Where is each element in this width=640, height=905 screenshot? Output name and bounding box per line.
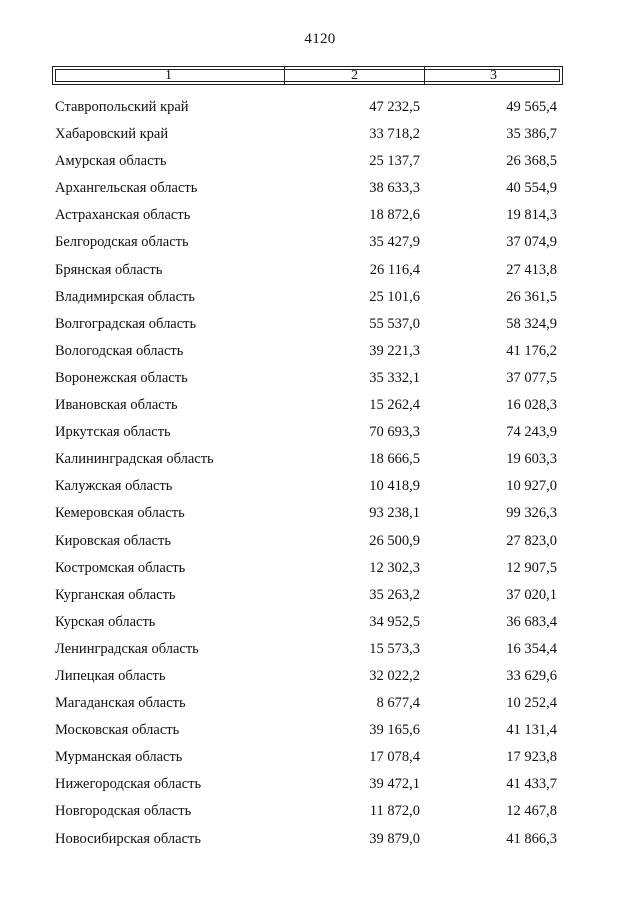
region-name: Ивановская область: [55, 397, 178, 414]
value-column-3: 12 467,8: [506, 803, 557, 820]
table-row: [0, 230, 640, 257]
value-column-2: 26 500,9: [369, 532, 420, 549]
region-name: Костромская область: [55, 559, 186, 576]
table-row: [0, 149, 640, 176]
value-column-2: 26 116,4: [369, 261, 420, 278]
table-row: [0, 420, 640, 447]
table-row: [0, 637, 640, 664]
table-row: [0, 501, 640, 528]
value-column-2: 39 165,6: [369, 722, 420, 739]
region-name: Магаданская область: [55, 695, 186, 712]
value-column-3: 74 243,9: [506, 424, 557, 441]
value-column-2: 38 633,3: [369, 180, 420, 197]
region-name: Астраханская область: [55, 207, 191, 224]
region-name: Брянская область: [55, 261, 163, 278]
value-column-2: 25 101,6: [369, 288, 420, 305]
table-row: [0, 447, 640, 474]
value-column-3: 12 907,5: [506, 559, 557, 576]
table-row: [0, 122, 640, 149]
value-column-2: 39 879,0: [369, 830, 420, 847]
value-column-2: 17 078,4: [369, 749, 420, 766]
region-name: Калужская область: [55, 478, 173, 495]
column-header-2: 2: [285, 67, 425, 84]
value-column-2: 35 332,1: [369, 369, 420, 386]
region-name: Белгородская область: [55, 234, 189, 251]
table-row: [0, 474, 640, 501]
table-row: [0, 176, 640, 203]
value-column-2: 10 418,9: [369, 478, 420, 495]
value-column-3: 41 176,2: [506, 342, 557, 359]
value-column-3: 16 354,4: [506, 640, 557, 657]
table-row: [0, 95, 640, 122]
value-column-3: 26 368,5: [506, 153, 557, 170]
table-body: [0, 95, 640, 854]
value-column-3: 17 923,8: [506, 749, 557, 766]
column-header-1: 1: [53, 67, 285, 84]
value-column-3: 26 361,5: [506, 288, 557, 305]
value-column-2: 33 718,2: [369, 126, 420, 143]
value-column-2: 25 137,7: [369, 153, 420, 170]
page-number: 4120: [304, 31, 336, 47]
region-name: Курская область: [55, 613, 156, 630]
region-name: Нижегородская область: [55, 776, 202, 793]
region-name: Ленинградская область: [55, 640, 199, 657]
value-column-2: 8 677,4: [376, 695, 420, 712]
region-name: Московская область: [55, 722, 180, 739]
table-row: [0, 203, 640, 230]
region-name: Архангельская область: [55, 180, 198, 197]
table-row: [0, 691, 640, 718]
value-column-3: 41 131,4: [506, 722, 557, 739]
value-column-2: 70 693,3: [369, 424, 420, 441]
value-column-3: 40 554,9: [506, 180, 557, 197]
value-column-3: 41 866,3: [506, 830, 557, 847]
table-row: [0, 393, 640, 420]
value-column-3: 19 603,3: [506, 451, 557, 468]
table-row: [0, 799, 640, 826]
table-row: [0, 827, 640, 854]
value-column-2: 18 666,5: [369, 451, 420, 468]
value-column-3: 37 074,9: [506, 234, 557, 251]
value-column-2: 15 573,3: [369, 640, 420, 657]
value-column-2: 39 221,3: [369, 342, 420, 359]
value-column-2: 15 262,4: [369, 397, 420, 414]
region-name: Волгоградская область: [55, 315, 197, 332]
region-name: Курганская область: [55, 586, 176, 603]
table-row: [0, 258, 640, 285]
value-column-3: 10 927,0: [506, 478, 557, 495]
table-row: [0, 366, 640, 393]
value-column-3: 10 252,4: [506, 695, 557, 712]
region-name: Хабаровский край: [55, 126, 169, 143]
column-header-3: 3: [490, 67, 497, 83]
region-name: Ставропольский край: [55, 99, 189, 115]
region-name: Кемеровская область: [55, 505, 185, 522]
table-row: [0, 556, 640, 583]
region-name: Воронежская область: [55, 369, 188, 386]
table-row: [0, 664, 640, 691]
region-name: Мурманская область: [55, 749, 183, 766]
region-name: Вологодская область: [55, 342, 184, 359]
value-column-2: 35 263,2: [369, 586, 420, 603]
table-row: [0, 718, 640, 745]
table-row: [0, 312, 640, 339]
value-column-3: 37 077,5: [506, 369, 557, 386]
value-column-2: 12 302,3: [369, 559, 420, 576]
region-name: Липецкая область: [55, 667, 166, 684]
table-row: [0, 339, 640, 366]
value-column-3: 35 386,7: [506, 126, 557, 143]
value-column-3: 16 028,3: [506, 397, 557, 414]
region-name: Владимирская область: [55, 288, 195, 305]
value-column-2: 18 872,6: [369, 207, 420, 224]
value-column-3: 19 814,3: [506, 207, 557, 224]
region-name: Калининградская область: [55, 451, 214, 468]
value-column-3: 49 565,4: [506, 99, 557, 115]
table-row: [0, 285, 640, 312]
table-row: [0, 529, 640, 556]
value-column-2: 39 472,1: [369, 776, 420, 793]
region-name: Новосибирская область: [55, 830, 201, 847]
table-row: [0, 610, 640, 637]
value-column-2: 11 872,0: [369, 803, 420, 820]
value-column-3: 37 020,1: [506, 586, 557, 603]
value-column-3: 99 326,3: [506, 505, 557, 522]
table-row: [0, 745, 640, 772]
region-name: Амурская область: [55, 153, 167, 170]
value-column-2: 93 238,1: [369, 505, 420, 522]
value-column-2: 34 952,5: [369, 613, 420, 630]
value-column-2: 47 232,5: [369, 99, 420, 115]
table-row: [0, 583, 640, 610]
region-name: Новгородская область: [55, 803, 192, 820]
value-column-3: 58 324,9: [506, 315, 557, 332]
value-column-3: 27 413,8: [506, 261, 557, 278]
value-column-2: 55 537,0: [369, 315, 420, 332]
value-column-3: 33 629,6: [506, 667, 557, 684]
value-column-3: 27 823,0: [506, 532, 557, 549]
table-row: [0, 772, 640, 799]
value-column-3: 36 683,4: [506, 613, 557, 630]
region-name: Иркутская область: [55, 424, 171, 441]
value-column-2: 32 022,2: [369, 667, 420, 684]
value-column-3: 41 433,7: [506, 776, 557, 793]
table-header: [52, 66, 563, 85]
region-name: Кировская область: [55, 532, 172, 549]
value-column-2: 35 427,9: [369, 234, 420, 251]
